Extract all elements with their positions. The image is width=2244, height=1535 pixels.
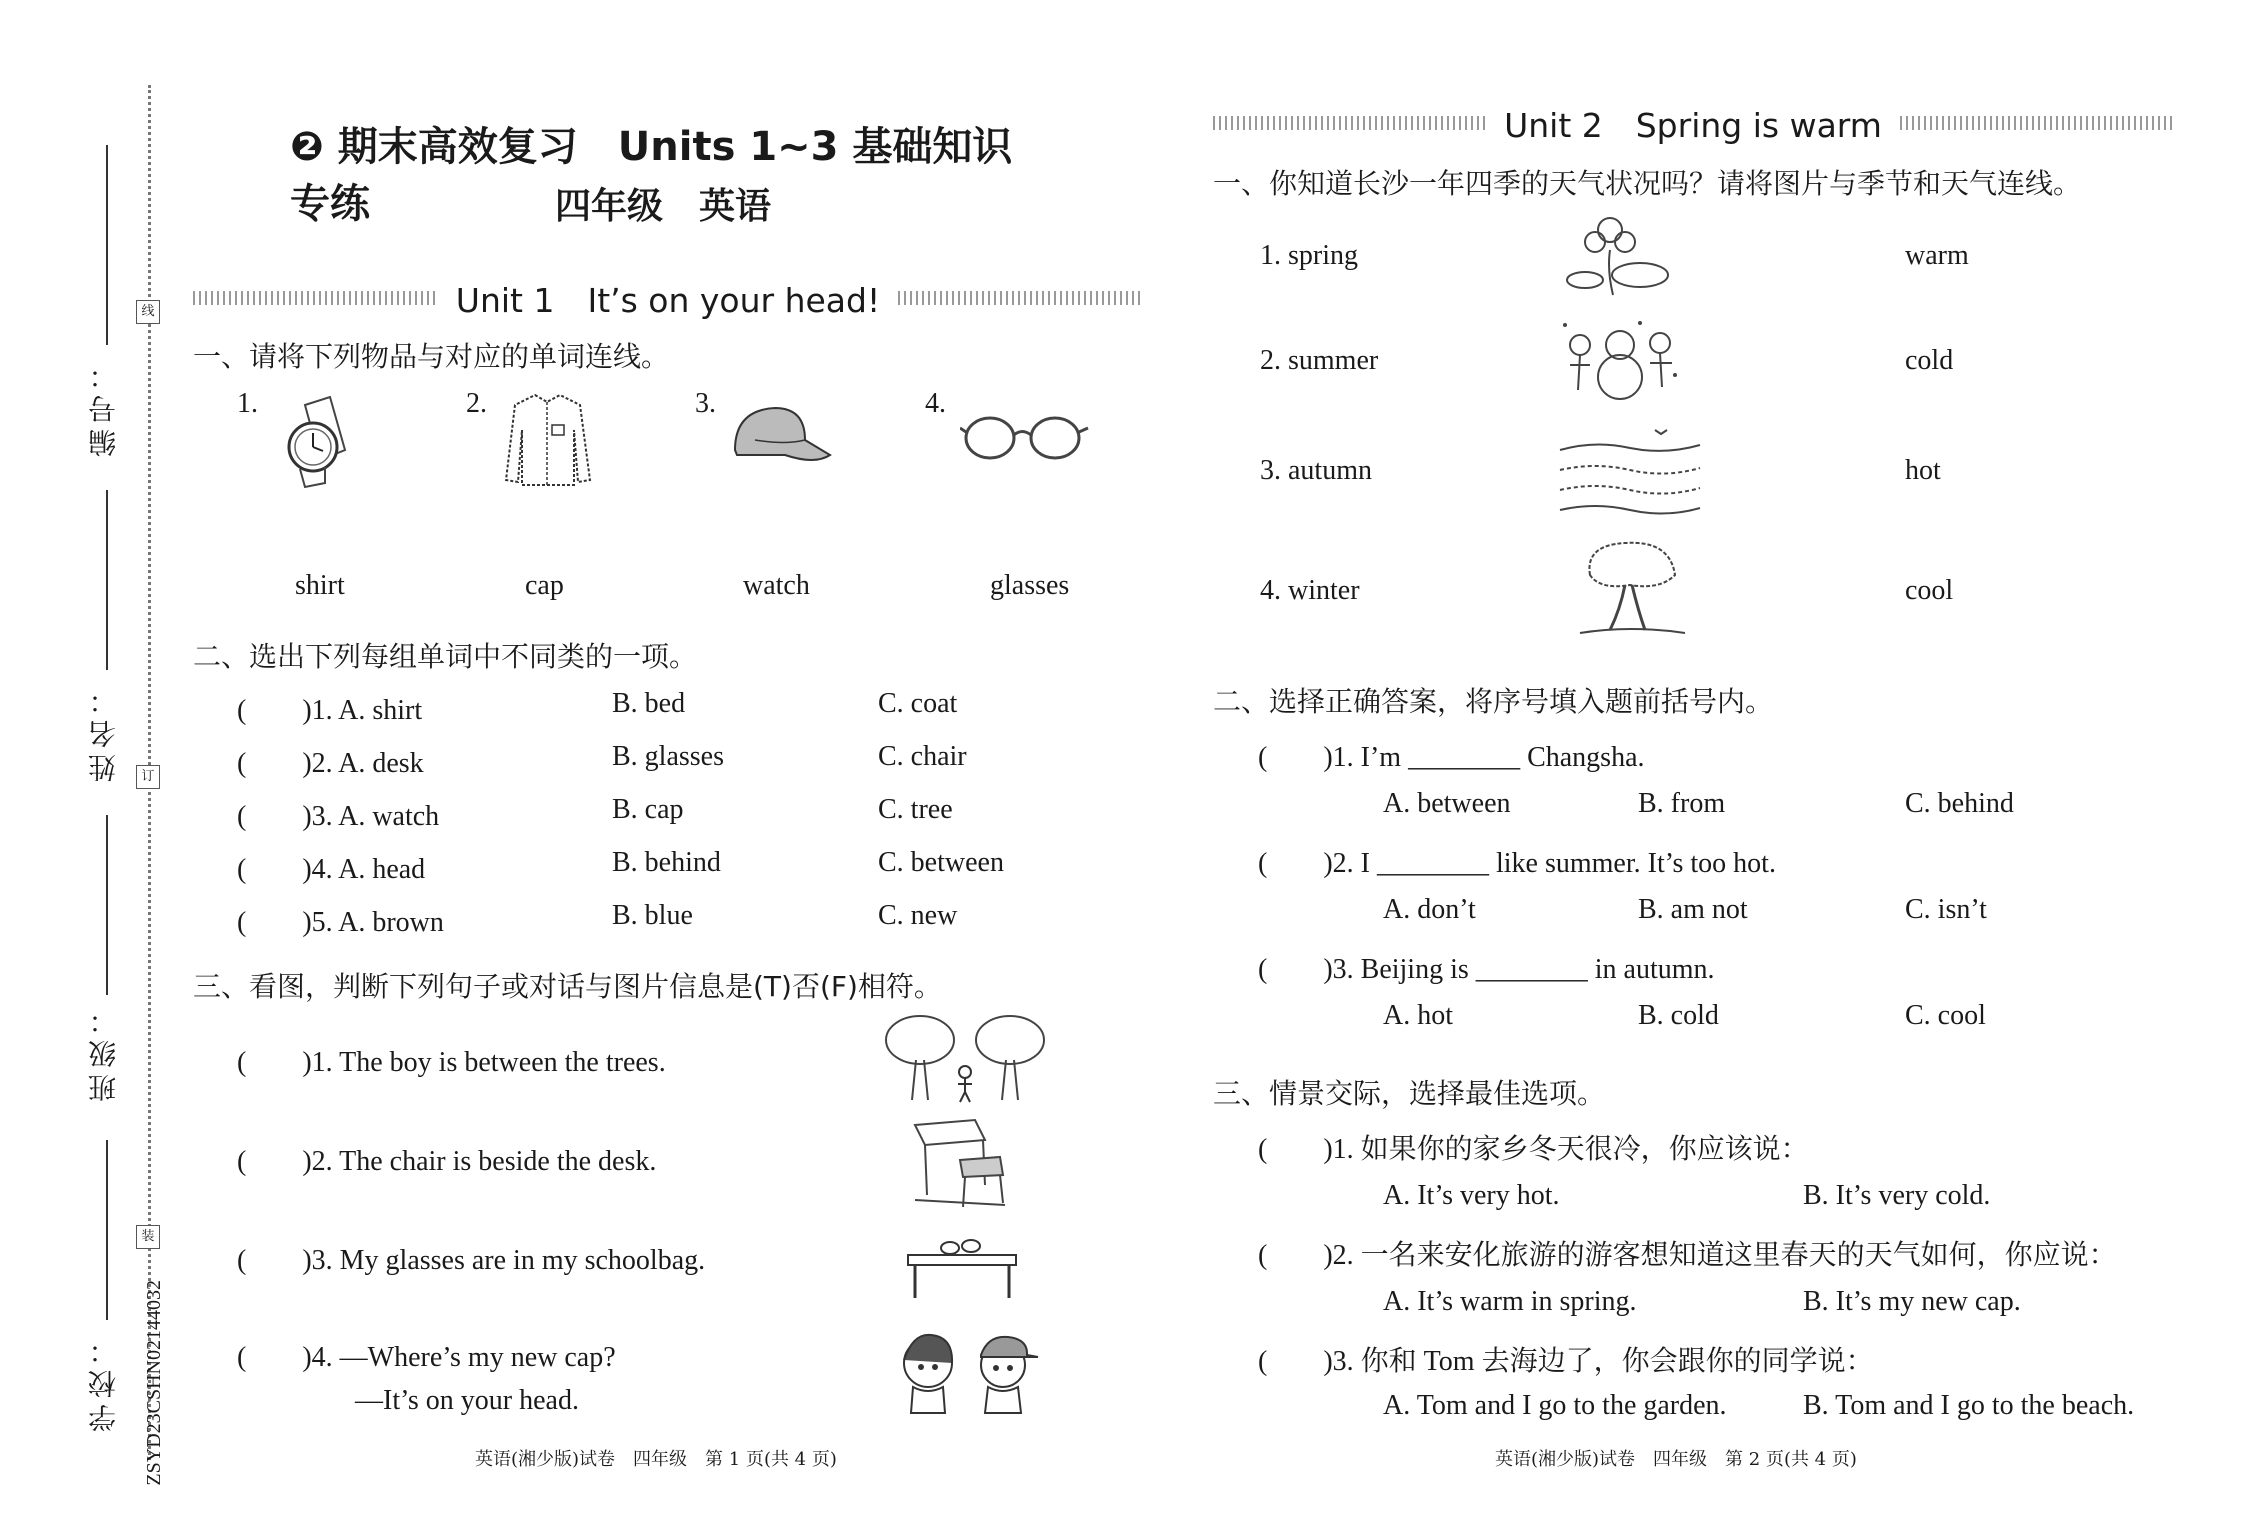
r-s3-q2-b: B. It’s my new cap.	[1803, 1286, 2021, 1317]
document-code: ZSYD23CSHN02144032	[143, 1280, 165, 1486]
l-s2-q4-c: C. between	[878, 847, 1004, 878]
l-s2-q4: ( )4. A. head	[237, 854, 426, 885]
r-s2-heading: 二、选择正确答案，将序号填入题前括号内。	[1213, 685, 1774, 718]
field-landscape-icon	[1555, 420, 1705, 520]
unit1-title: Unit 1 It’s on your head!	[455, 280, 881, 320]
bind-mark-line: 线	[136, 300, 160, 324]
l-s3-q2: ( )2. The chair is beside the desk.	[237, 1146, 657, 1177]
r-s2-q3-b: B. cold	[1638, 1000, 1719, 1031]
l-s1-num-1: 1.	[237, 388, 258, 419]
bind-mark-bind: 装	[136, 1225, 160, 1249]
name-field[interactable]	[106, 490, 108, 670]
l-s2-q2-c: C. chair	[878, 741, 967, 772]
r-s3-q3: ( )3. 你和 Tom 去海边了，你会跟你的同学说：	[1258, 1346, 1874, 1377]
r-s1-season-autumn: 3. autumn	[1260, 455, 1372, 486]
school-label: 学校：	[87, 1330, 120, 1432]
l-s2-q5-b: B. blue	[612, 900, 693, 931]
l-s1-heading: 一、请将下列物品与对应的单词连线。	[193, 340, 670, 373]
number-label: 编号：	[87, 355, 120, 457]
name-label: 姓名：	[87, 680, 120, 782]
r-s2-q2-c: C. isn’t	[1905, 894, 1987, 925]
r-s2-q1-b: B. from	[1638, 788, 1726, 819]
l-s2-q2: ( )2. A. desk	[237, 748, 424, 779]
tree-picture-icon	[1570, 535, 1690, 640]
l-s1-word-glasses: glasses	[990, 570, 1070, 601]
r-s3-q1: ( )1. 如果你的家乡冬天很冷，你应该说：	[1258, 1134, 1809, 1165]
l-s2-q5: ( )5. A. brown	[237, 907, 444, 938]
unit2-title: Unit 2 Spring is warm	[1504, 105, 1882, 145]
l-s1-num-3: 3.	[695, 388, 716, 419]
r-s3-q1-b: B. It’s very cold.	[1803, 1180, 1991, 1211]
l-s2-q3-b: B. cap	[612, 794, 684, 825]
r-s1-season-spring: 1. spring	[1260, 240, 1358, 271]
l-s2-q1-b: B. bed	[612, 688, 686, 719]
desk-chair-icon	[905, 1115, 1020, 1210]
l-s2-q4-b: B. behind	[612, 847, 721, 878]
r-s2-q2-b: B. am not	[1638, 894, 1748, 925]
r-s2-q1: ( )1. I’m ________ Changsha.	[1258, 742, 1645, 773]
flower-picture-icon	[1565, 210, 1675, 300]
table-glasses-icon	[905, 1230, 1020, 1300]
l-s2-q3-c: C. tree	[878, 794, 953, 825]
trees-boy-icon	[880, 1010, 1050, 1105]
r-s3-q1-a: A. It’s very hot.	[1383, 1180, 1560, 1211]
r-s1-season-summer: 2. summer	[1260, 345, 1379, 376]
page-subtitle: 四年级 英语	[555, 186, 772, 227]
l-s3-q4-reply: —It’s on your head.	[355, 1385, 579, 1416]
l-s1-word-shirt: shirt	[295, 570, 345, 601]
r-s2-q2: ( )2. I ________ like summer. It’s too hot.	[1258, 848, 1776, 879]
class-label: 班级：	[87, 1000, 120, 1102]
bind-mark-staple: 订	[136, 765, 160, 789]
l-s3-q1: ( )1. The boy is between the trees.	[237, 1047, 666, 1078]
r-s3-q2: ( )2. 一名来安化旅游的游客想知道这里春天的天气如何，你应说：	[1258, 1240, 2117, 1271]
number-field[interactable]	[106, 145, 108, 345]
r-s2-q1-c: C. behind	[1905, 788, 2014, 819]
r-s1-weather-cool: cool	[1905, 575, 1954, 606]
unit2-header	[1213, 103, 2173, 143]
unit1-header	[193, 278, 1143, 318]
glasses-icon	[960, 410, 1090, 465]
class-field[interactable]	[106, 815, 108, 995]
r-s3-q3-b: B. Tom and I go to the beach.	[1803, 1390, 2135, 1421]
watch-icon	[275, 395, 355, 490]
snowman-kids-icon	[1560, 315, 1680, 405]
two-girls-cap-icon	[893, 1325, 1043, 1415]
cap-icon	[725, 400, 835, 470]
r-s3-q2-a: A. It’s warm in spring.	[1383, 1286, 1637, 1317]
l-s1-num-2: 2.	[466, 388, 487, 419]
r-s1-weather-warm: warm	[1905, 240, 1969, 271]
left-footer: 英语(湘少版)试卷 四年级 第 1 页(共 4 页)	[475, 1449, 837, 1470]
l-s2-q2-b: B. glasses	[612, 741, 724, 772]
l-s2-q1-c: C. coat	[878, 688, 958, 719]
r-s1-weather-hot: hot	[1905, 455, 1941, 486]
l-s3-heading: 三、看图，判断下列句子或对话与图片信息是(T)否(F)相符。	[193, 970, 942, 1003]
school-field[interactable]	[106, 1140, 108, 1320]
l-s2-q3: ( )3. A. watch	[237, 801, 440, 832]
r-s2-q3-a: A. hot	[1383, 1000, 1453, 1031]
l-s3-q3: ( )3. My glasses are in my schoolbag.	[237, 1245, 706, 1276]
r-s3-heading: 三、情景交际，选择最佳选项。	[1213, 1077, 1606, 1110]
r-s2-q1-a: A. between	[1383, 788, 1511, 819]
l-s1-word-watch: watch	[743, 570, 810, 601]
r-s1-season-winter: 4. winter	[1260, 575, 1360, 606]
shirt-icon	[500, 390, 595, 490]
r-s1-weather-cold: cold	[1905, 345, 1954, 376]
r-s1-heading: 一、你知道长沙一年四季的天气状况吗？请将图片与季节和天气连线。	[1213, 167, 2082, 200]
r-s2-q3: ( )3. Beijing is ________ in autumn.	[1258, 954, 1715, 985]
l-s2-q1: ( )1. A. shirt	[237, 695, 423, 726]
l-s1-num-4: 4.	[925, 388, 946, 419]
l-s2-q5-c: C. new	[878, 900, 958, 931]
right-footer: 英语(湘少版)试卷 四年级 第 2 页(共 4 页)	[1495, 1449, 1857, 1470]
r-s2-q2-a: A. don’t	[1383, 894, 1476, 925]
l-s3-q4: ( )4. —Where’s my new cap?	[237, 1342, 616, 1373]
r-s3-q3-a: A. Tom and I go to the garden.	[1383, 1390, 1727, 1421]
page-title: ❷ 期末高效复习 Units 1~3 基础知识专练	[290, 124, 1013, 227]
l-s1-word-cap: cap	[525, 570, 564, 601]
l-s2-heading: 二、选出下列每组单词中不同类的一项。	[193, 640, 698, 673]
r-s2-q3-c: C. cool	[1905, 1000, 1986, 1031]
